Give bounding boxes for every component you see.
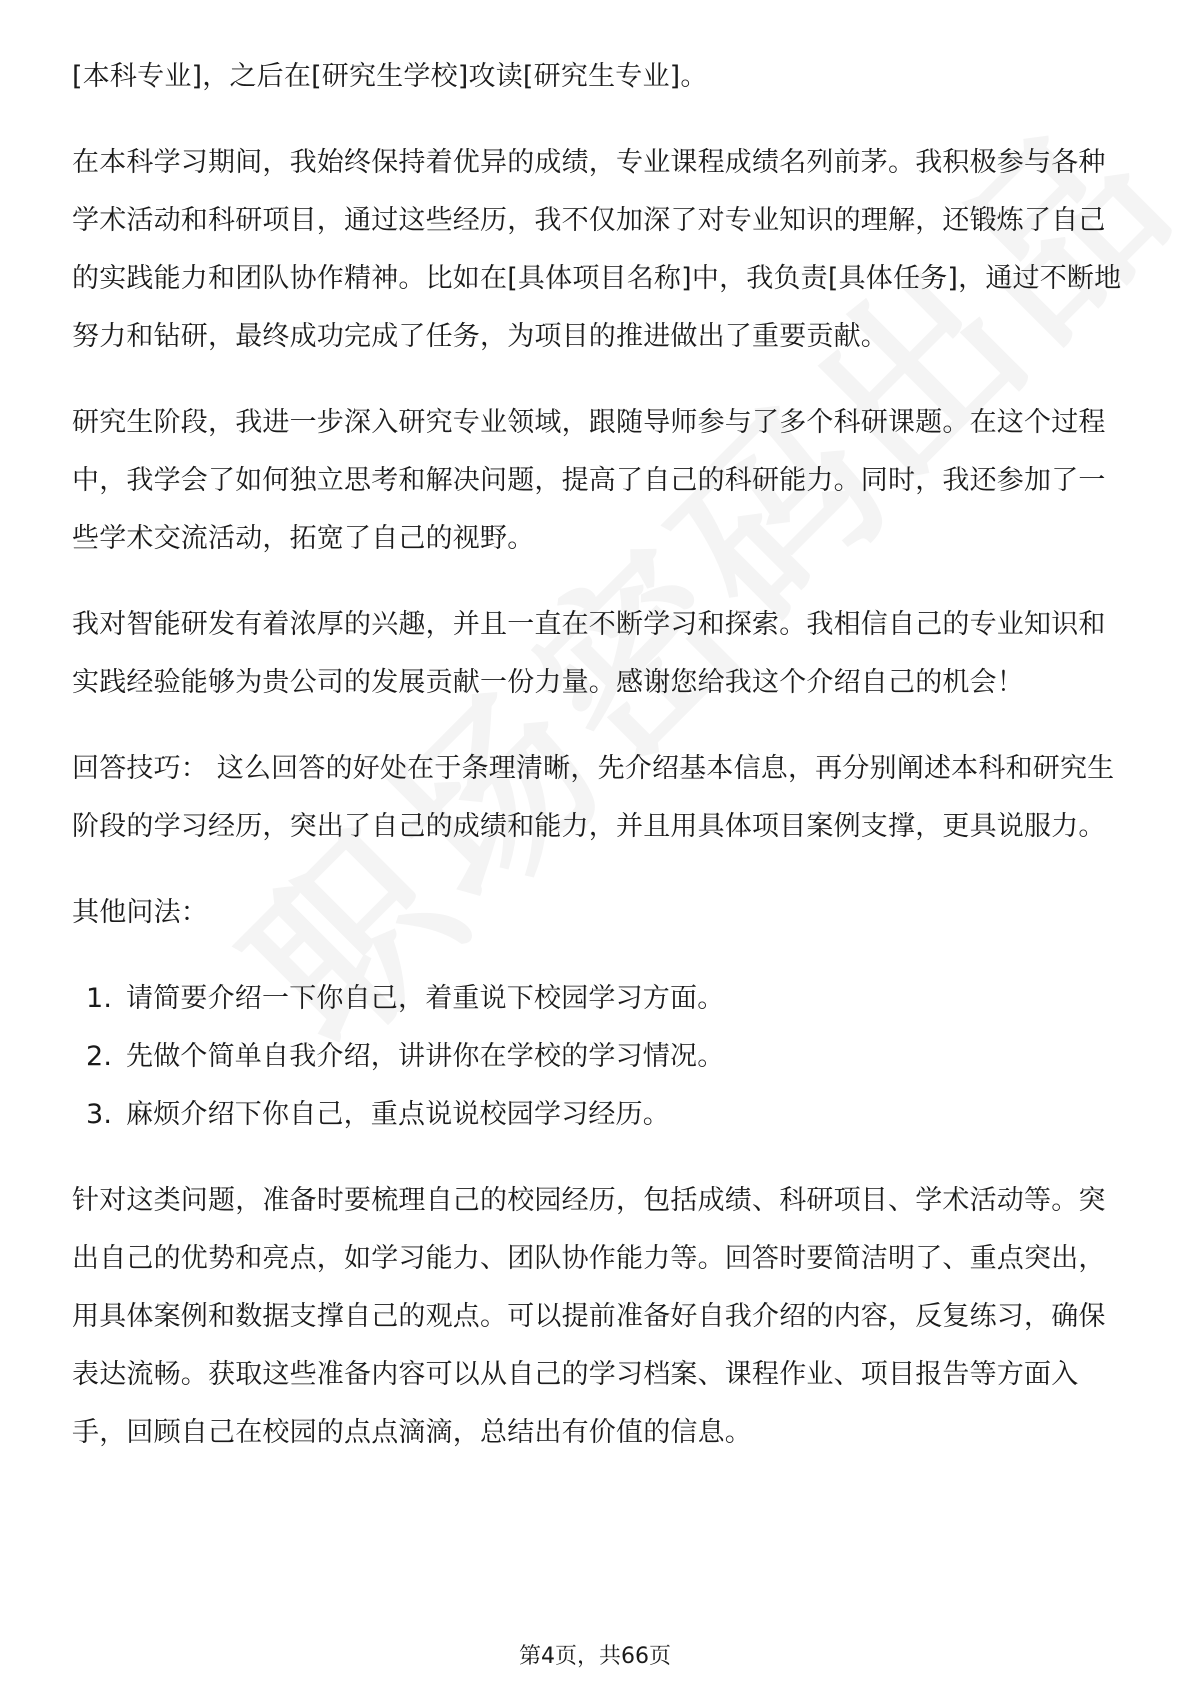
list-item-number: 2. — [86, 1041, 113, 1072]
list-item — [72, 970, 1122, 1028]
paragraph-other-questions-heading: 其他问法： — [72, 897, 208, 928]
page-number-footer: 第4页，共66页 — [519, 1644, 671, 1669]
list-item-text: 麻烦介绍下你自己，重点说说校园学习经历。 — [126, 1099, 670, 1130]
other-questions-list — [72, 970, 1122, 1144]
list-item-number: 3. — [86, 1099, 113, 1130]
list-item-number: 1. — [86, 983, 113, 1014]
paragraph-interest: 我对智能研发有着浓厚的兴趣，并且一直在不断学习和探索。我相信自己的专业知识和实践经验能够为贵公司的发展贡献一份力量。感谢您给我这个介绍自己的机会！ — [72, 609, 1106, 698]
paragraph-preparation-advice: 针对这类问题，准备时要梳理自己的校园经历，包括成绩、科研项目、学术活动等。突出自己的优势和亮点，如学习能力、团队协作能力等。回答时要简洁明了、重点突出，用具体案例和数据支撑自己的观点。可以提前准备好自我介绍的内容，反复练习，确保表达流畅。获取这些准备内容可以从自己的学习档案、课程作业、项目报告等方面入手，回顾自己在校园的点点滴滴，总结出有价值的信息。 — [72, 1185, 1106, 1448]
paragraph-intro-continuation: [本科专业]，之后在[研究生学校]攻读[研究生专业]。 — [72, 61, 708, 92]
list-item-text: 先做个简单自我介绍，讲讲你在学校的学习情况。 — [126, 1041, 725, 1072]
document-body — [72, 48, 1122, 1462]
list-item-text: 请简要介绍一下你自己，着重说下校园学习方面。 — [126, 983, 725, 1014]
paragraph-graduate: 研究生阶段，我进一步深入研究专业领域，跟随导师参与了多个科研课题。在这个过程中，我学会了如何独立思考和解决问题，提高了自己的科研能力。同时，我还参加了一些学术交流活动，拓宽了自己的视野。 — [72, 407, 1106, 554]
list-item — [72, 1028, 1122, 1086]
paragraph-undergrad: 在本科学习期间，我始终保持着优异的成绩，专业课程成绩名列前茅。我积极参与各种学术活动和科研项目，通过这些经历，我不仅加深了对专业知识的理解，还锻炼了自己的实践能力和团队协作精神。比如在[具体项目名称]中，我负责[具体任务]，通过不断地努力和钻研，最终成功完成了任务，为项目的推进做出了重要贡献。 — [72, 147, 1122, 352]
list-item — [72, 1086, 1122, 1144]
paragraph-answer-tips: 回答技巧： 这么回答的好处在于条理清晰，先介绍基本信息，再分别阐述本科和研究生阶段的学习经历，突出了自己的成绩和能力，并且用具体项目案例支撑，更具说服力。 — [72, 753, 1115, 842]
